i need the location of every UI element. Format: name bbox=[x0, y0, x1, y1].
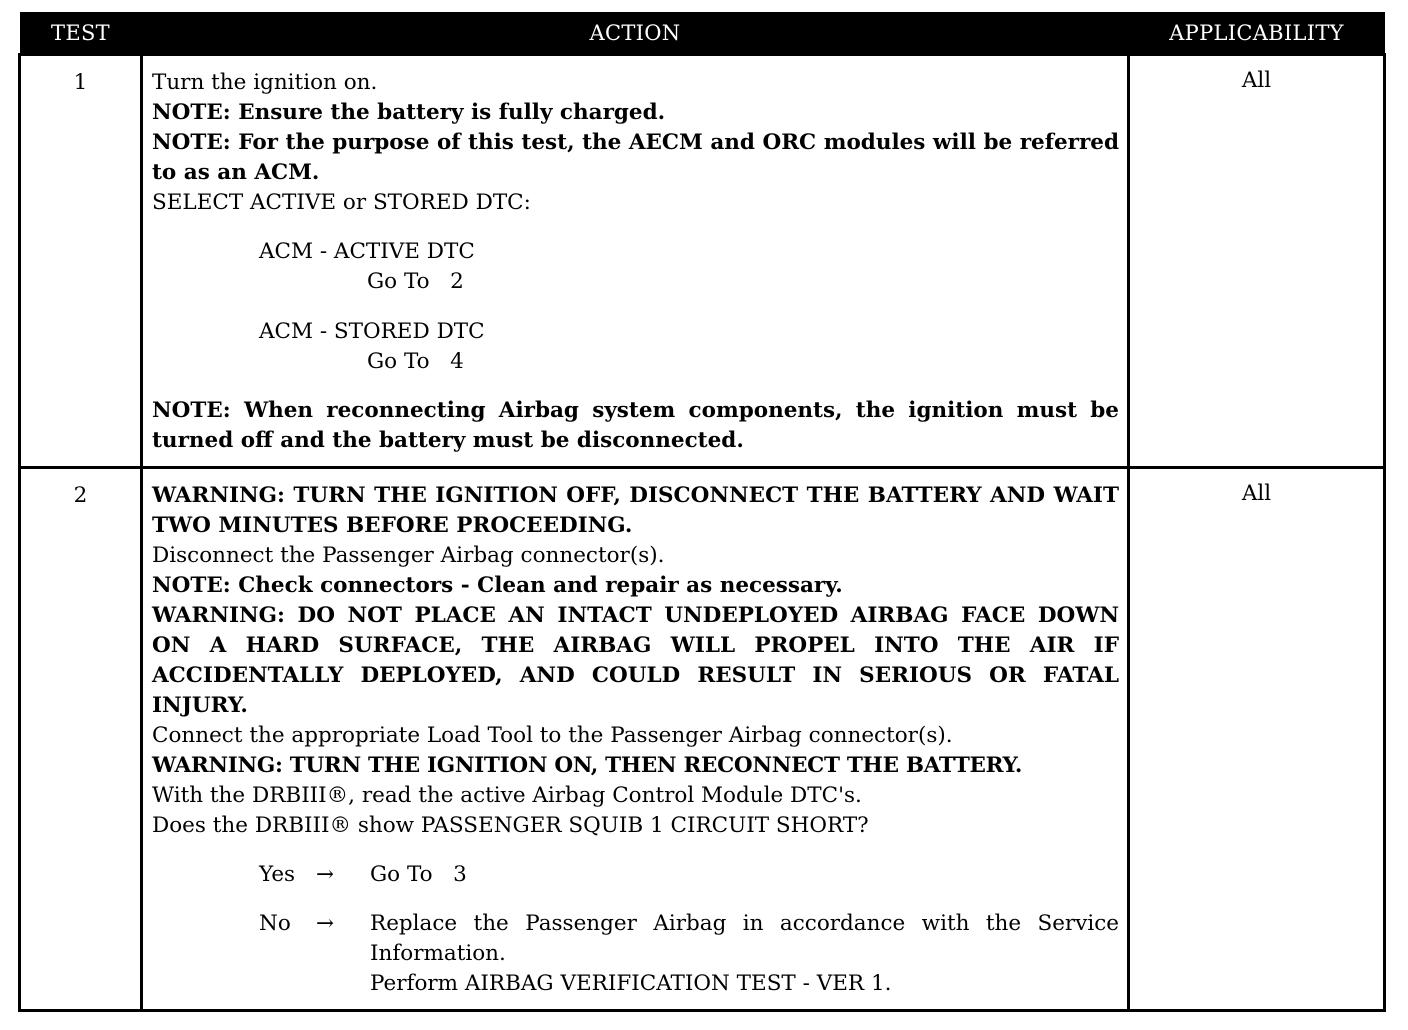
action-line: Turn the ignition on. bbox=[152, 70, 378, 95]
right-arrow-icon: → bbox=[316, 911, 335, 936]
warning-line: WARNING: DO NOT PLACE AN INTACT UNDEPLOYED AIRBAG FACE DOWN ON A HARD SURFACE, THE AIRBAG WILL PROPEL INTO THE AIR IF ACCIDENTALLY DEPLOYED, AND COULD RESULT IN SERIOUS OR FATAL INJURY. bbox=[152, 603, 1119, 718]
note-line: NOTE: Ensure the battery is fully charged. bbox=[152, 100, 666, 125]
diagnostic-test-table bbox=[18, 12, 1386, 1012]
answer-text-main: Replace the Passenger Airbag in accordance with the Service Information. bbox=[370, 911, 1119, 966]
answer-yes bbox=[259, 860, 1119, 890]
action-line: Disconnect the Passenger Airbag connector(s). bbox=[152, 543, 665, 568]
question-line: Does the DRBIII® show PASSENGER SQUIB 1 CIRCUIT SHORT? bbox=[152, 813, 869, 838]
answer-text: Go To 3 bbox=[370, 862, 467, 887]
warning-line: WARNING: TURN THE IGNITION ON, THEN RECONNECT THE BATTERY. bbox=[152, 753, 1023, 778]
note-line: NOTE: When reconnecting Airbag system components, the ignition must be turned off and the battery must be disconnected. bbox=[152, 398, 1119, 453]
answer-text-sub: Perform AIRBAG VERIFICATION TEST - VER 1. bbox=[370, 971, 892, 996]
warning-line: WARNING: TURN THE IGNITION OFF, DISCONNECT THE BATTERY AND WAIT TWO MINUTES BEFORE PROCEEDING. bbox=[152, 483, 1119, 538]
right-arrow-icon: → bbox=[316, 862, 335, 887]
applicability-value: All bbox=[1129, 55, 1385, 468]
option-goto: Go To 4 bbox=[367, 349, 464, 374]
action-cell bbox=[142, 55, 1129, 468]
action-cell bbox=[142, 468, 1129, 1011]
answer-no bbox=[259, 909, 1119, 999]
answer-label: Yes bbox=[259, 862, 296, 887]
table-row bbox=[20, 468, 1385, 1011]
test-number: 1 bbox=[20, 55, 142, 468]
option-goto: Go To 2 bbox=[367, 269, 464, 294]
table-header-row bbox=[20, 12, 1385, 55]
option-label: ACM - STORED DTC bbox=[259, 319, 485, 344]
test-number: 2 bbox=[20, 468, 142, 1011]
note-line: NOTE: Check connectors - Clean and repair as necessary. bbox=[152, 573, 843, 598]
header-action: ACTION bbox=[142, 12, 1129, 55]
header-test: TEST bbox=[20, 12, 142, 55]
action-line: With the DRBIII®, read the active Airbag Control Module DTC's. bbox=[152, 783, 862, 808]
option-label: ACM - ACTIVE DTC bbox=[259, 239, 475, 264]
note-line: NOTE: For the purpose of this test, the AECM and ORC modules will be referred to as an ACM. bbox=[152, 130, 1119, 185]
answer-label: No bbox=[259, 911, 291, 936]
applicability-value: All bbox=[1129, 468, 1385, 1011]
action-line: SELECT ACTIVE or STORED DTC: bbox=[152, 190, 531, 215]
table-row bbox=[20, 55, 1385, 468]
answer-text bbox=[370, 909, 1119, 999]
header-applicability: APPLICABILITY bbox=[1129, 12, 1385, 55]
action-line: Connect the appropriate Load Tool to the Passenger Airbag connector(s). bbox=[152, 723, 953, 748]
